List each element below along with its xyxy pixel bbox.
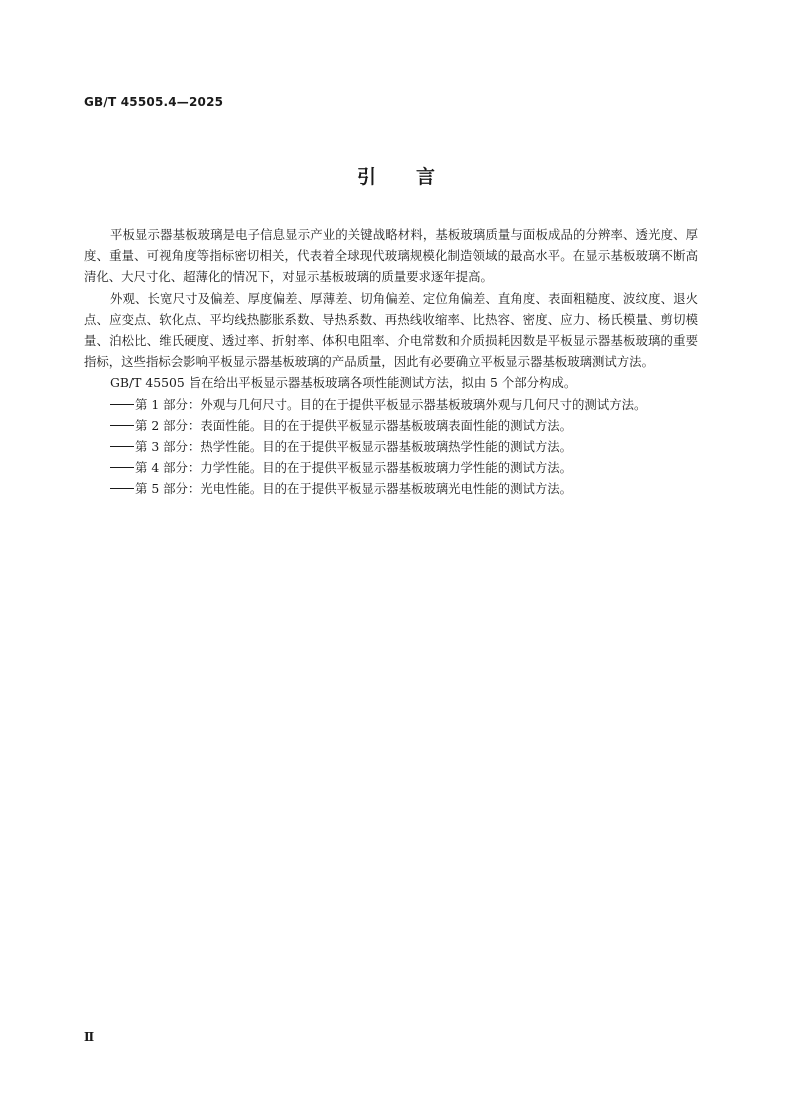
list-item-text: 第 4 部分：力学性能。目的在于提供平板显示器基板玻璃力学性能的测试方法。 (135, 460, 573, 476)
list-item-text: 第 5 部分：光电性能。目的在于提供平板显示器基板玻璃光电性能的测试方法。 (135, 481, 573, 497)
dash-mark (110, 488, 134, 489)
intro-paragraph: 平板显示器基板玻璃是电子信息显示产业的关键战略材料，基板玻璃质量与面板成品的分辨率、透光度、厚度、重量、可视角度等指标密切相关，代表着全球现代玻璃规模化制造领域的最高水平。在显示基板玻璃不断高清化、大尺寸化、超薄化的情况下，对显示基板玻璃的质量要求逐年提高。 (84, 227, 698, 285)
dash-mark (110, 404, 134, 405)
list-item (84, 394, 698, 415)
dash-mark (110, 425, 134, 426)
list-item (84, 457, 698, 478)
document-body (84, 224, 698, 500)
list-item (84, 478, 698, 499)
dash-mark (110, 467, 134, 468)
list-item-text: 第 2 部分：表面性能。目的在于提供平板显示器基板玻璃表面性能的测试方法。 (135, 417, 573, 433)
page-number: Ⅱ (84, 1030, 95, 1044)
list-item-text: 第 1 部分：外观与几何尺寸。目的在于提供平板显示器基板玻璃外观与几何尺寸的测试方法。 (135, 396, 647, 412)
dash-mark (110, 446, 134, 447)
structure-paragraph: GB/T 45505 旨在给出平板显示器基板玻璃各项性能测试方法，拟由 5 个部分构成。 (110, 375, 577, 391)
standard-code: GB/T 45505.4—2025 (84, 95, 224, 109)
section-title: 引言 (356, 166, 475, 188)
list-item (84, 415, 698, 436)
list-item (84, 436, 698, 457)
indicators-paragraph: 外观、长宽尺寸及偏差、厚度偏差、厚薄差、切角偏差、定位角偏差、直角度、表面粗糙度、波纹度、退火点、应变点、软化点、平均线热膨胀系数、导热系数、再热线收缩率、比热容、密度、应力、杨氏模量、剪切模量、泊松比、维氏硬度、透过率、折射率、体积电阻率、介电常数和介质损耗因数是平板显示器基板玻璃的重要指标，这些指标会影响平板显示器基板玻璃的产品质量，因此有必要确立平板显示器基板玻璃测试方法。 (84, 290, 698, 370)
list-item-text: 第 3 部分：热学性能。目的在于提供平板显示器基板玻璃热学性能的测试方法。 (135, 439, 573, 455)
